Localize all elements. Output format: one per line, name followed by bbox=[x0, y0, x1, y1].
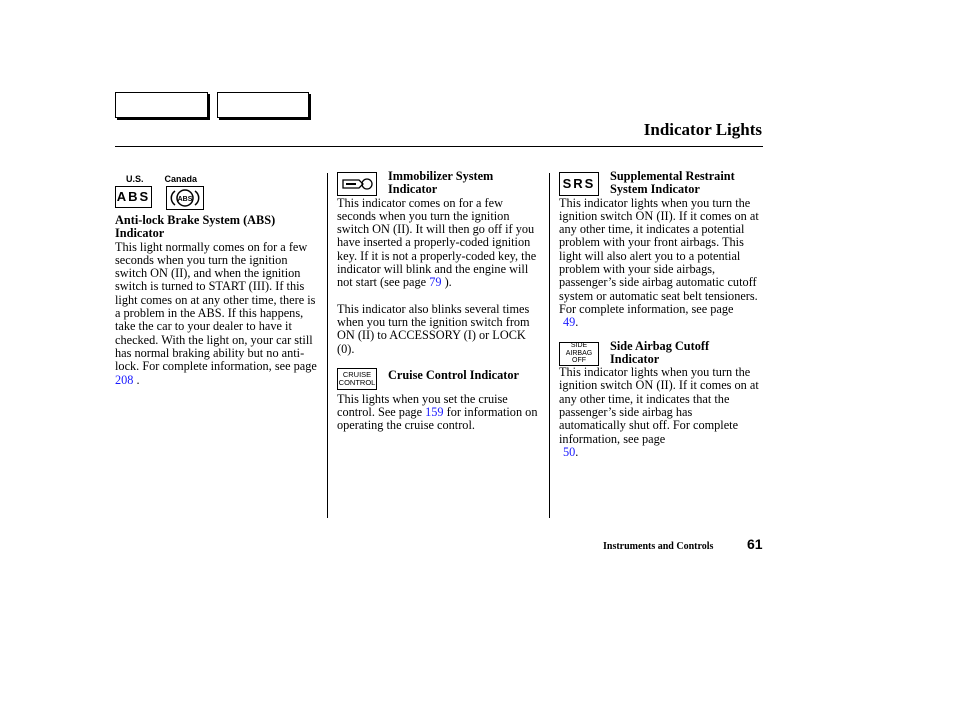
srs-heading bbox=[610, 170, 735, 197]
srs-icon-text: SRS bbox=[562, 176, 596, 192]
srs-body: This indicator lights when you turn the ignition switch ON (II). If it comes on at any other time, it indicates a potential problem with your front airbags. This light will also alert you to a potential problem with your side airbags, passenger’s side airbag automatic cutoff system or automatic seat belt tensioners. For complete information, see page bbox=[559, 195, 759, 316]
abs-section bbox=[115, 170, 320, 387]
cruise-body-text-2: for information on operating the cruise control. bbox=[337, 405, 538, 433]
immobilizer-heading-line1: Immobilizer System bbox=[388, 169, 494, 183]
cruise-icon-line2: CONTROL bbox=[338, 377, 376, 387]
abs-circle-icon-text: ABS bbox=[177, 196, 193, 203]
cruise-body-text: This lights when you set the cruise control. See page bbox=[337, 391, 508, 420]
cruise-icon-line1: CRUISE bbox=[342, 369, 372, 379]
label-us: U.S. bbox=[126, 174, 144, 184]
side-link-tail: . bbox=[575, 444, 579, 459]
immobilizer-page-link[interactable]: 79 bbox=[429, 275, 442, 290]
abs-body-text: This light normally comes on for a few seconds when you turn the ignition switch ON (II), and when the ignition switch is turned to START (III). If this light comes on at any other time, there is a problem in the ABS. If this happens, take the car to your dealer to have it checked. With the light on, your car still has normal braking ability but no anti-lock. For complete information, see page bbox=[115, 239, 317, 374]
srs-section bbox=[559, 170, 759, 459]
abs-icon bbox=[115, 186, 152, 208]
side-icon-line3: OFF bbox=[572, 357, 586, 365]
cruise-control-icon bbox=[337, 368, 377, 390]
page-title: Indicator Lights bbox=[643, 120, 762, 139]
immobilizer-body bbox=[337, 197, 542, 290]
abs-icon-text: ABS bbox=[116, 189, 151, 205]
immobilizer-heading-line2: Indicator bbox=[388, 182, 438, 197]
abs-circle-icon bbox=[166, 186, 204, 210]
abs-body-tail: . bbox=[133, 372, 140, 387]
abs-body bbox=[115, 241, 320, 387]
side-heading-line2: Indicator bbox=[610, 351, 660, 366]
abs-heading bbox=[115, 214, 320, 241]
column-divider-1 bbox=[327, 173, 328, 518]
nav-button-2[interactable] bbox=[217, 92, 309, 118]
srs-heading-line1: Supplemental Restraint bbox=[610, 169, 735, 183]
srs-link-tail: . bbox=[575, 315, 579, 330]
side-airbag-section bbox=[559, 338, 759, 367]
footer-section-name: Instruments and Controls bbox=[603, 541, 714, 552]
column-divider-2 bbox=[549, 173, 550, 518]
immobilizer-body-text: This indicator comes on for a few seconds when you turn the ignition switch ON (II). It will then go off if you have inserted a properly-coded ignition key. If it is not a properly-coded key, the indicator will blink and the engine will not start (see page bbox=[337, 195, 537, 290]
srs-icon bbox=[559, 172, 599, 196]
srs-link-line bbox=[563, 316, 759, 329]
immobilizer-body-2: This indicator also blinks several times when you turn the ignition switch from ON (II) to ACCESSORY (I) or LOCK (0). bbox=[337, 301, 530, 356]
srs-heading-line2: System Indicator bbox=[610, 182, 700, 197]
immobilizer-section bbox=[337, 170, 542, 433]
immobilizer-heading bbox=[388, 170, 493, 197]
cruise-page-link[interactable]: 159 bbox=[425, 405, 444, 420]
side-airbag-page-link[interactable]: 50 bbox=[563, 444, 576, 459]
side-airbag-body: This indicator lights when you turn the ignition switch ON (II). If it comes on at any other time, it indicates that the passenger’s side airbag has automatically shut off. For complete information, see page bbox=[559, 365, 759, 446]
abs-page-link[interactable]: 208 bbox=[115, 372, 134, 387]
abs-heading-line1: Anti-lock Brake System (ABS) bbox=[115, 213, 276, 227]
side-airbag-heading bbox=[610, 340, 709, 367]
immobilizer-body-tail: ). bbox=[441, 275, 452, 290]
title-divider bbox=[115, 146, 763, 147]
page-number: 61 bbox=[747, 536, 763, 552]
key-icon bbox=[337, 172, 377, 196]
cruise-section bbox=[337, 368, 542, 390]
cruise-body bbox=[337, 393, 542, 433]
side-heading-line1: Side Airbag Cutoff bbox=[610, 338, 710, 353]
side-airbag-off-icon bbox=[559, 342, 599, 366]
cruise-heading: Cruise Control Indicator bbox=[388, 367, 519, 382]
abs-heading-line2: Indicator bbox=[115, 226, 165, 241]
side-icon-line2: AIRBAG bbox=[565, 349, 593, 357]
side-icon-line1: SIDE bbox=[570, 342, 588, 350]
srs-page-link[interactable]: 49 bbox=[563, 315, 576, 330]
nav-button-1[interactable] bbox=[115, 92, 208, 118]
side-link-line bbox=[563, 446, 759, 459]
label-canada: Canada bbox=[164, 174, 198, 184]
